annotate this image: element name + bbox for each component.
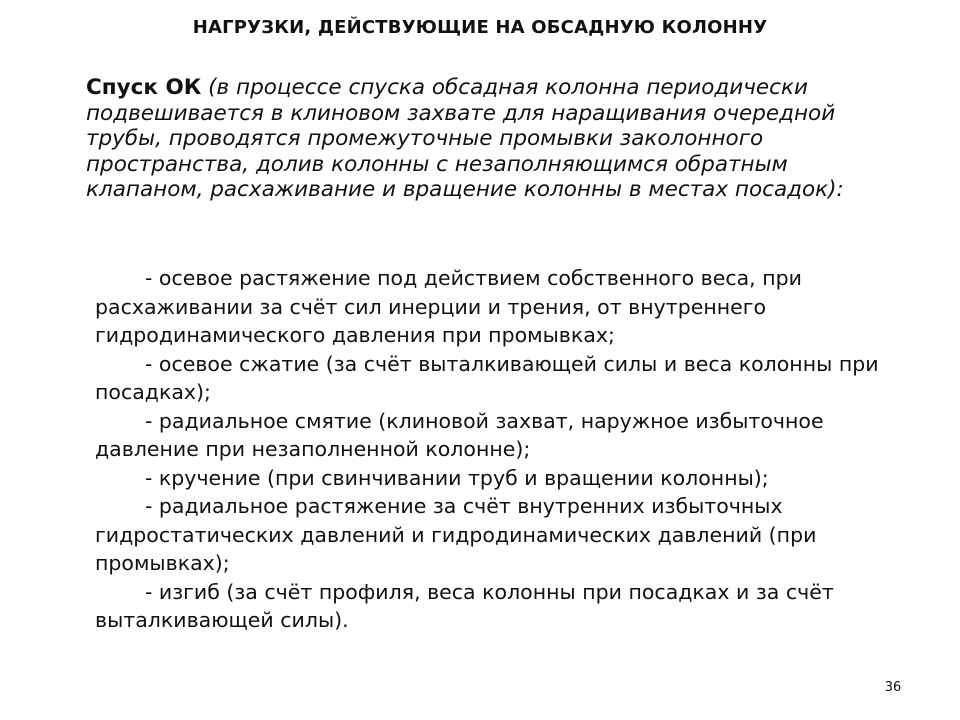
- list-item: - изгиб (за счёт профиля, веса колонны при посадках и за счёт выталкивающей силы).: [95, 579, 834, 632]
- slide-title: НАГРУЗКИ, ДЕЙСТВУЮЩИЕ НА ОБСАДНУЮ КОЛОННУ: [192, 17, 768, 38]
- list-item: - радиальное растяжение за счёт внутренних избыточных гидростатических давлений и гидродинамических давлений (при промывках);: [95, 494, 817, 575]
- list-item: - радиальное смятие (клиновой захват, наружное избыточное давление при незаполненной колонне);: [95, 408, 824, 461]
- list-item: - осевое сжатие (за счёт выталкивающей силы и веса колонны при посадках);: [95, 351, 879, 404]
- loads-list: [95, 264, 885, 635]
- list-item: - кручение (при свинчивании труб и вращении колонны);: [145, 465, 769, 490]
- list-item: - осевое растяжение под действием собственного веса, при расхаживании за счёт сил инерции и трения, от внутреннего гидродинамического давления при промывках;: [95, 266, 802, 347]
- page-number: 36: [884, 680, 902, 695]
- intro-body: (в процессе спуска обсадная колонна периодически подвешивается в клиновом захвате для наращивания очередной трубы, проводятся промежуточные промывки заколонного пространства, долив колонны с незаполняющимся обратным клапаном, расхаживание и вращение колонны в местах посадок):: [86, 75, 844, 202]
- intro-paragraph: [86, 75, 886, 203]
- intro-lead: Спуск ОК: [86, 75, 202, 100]
